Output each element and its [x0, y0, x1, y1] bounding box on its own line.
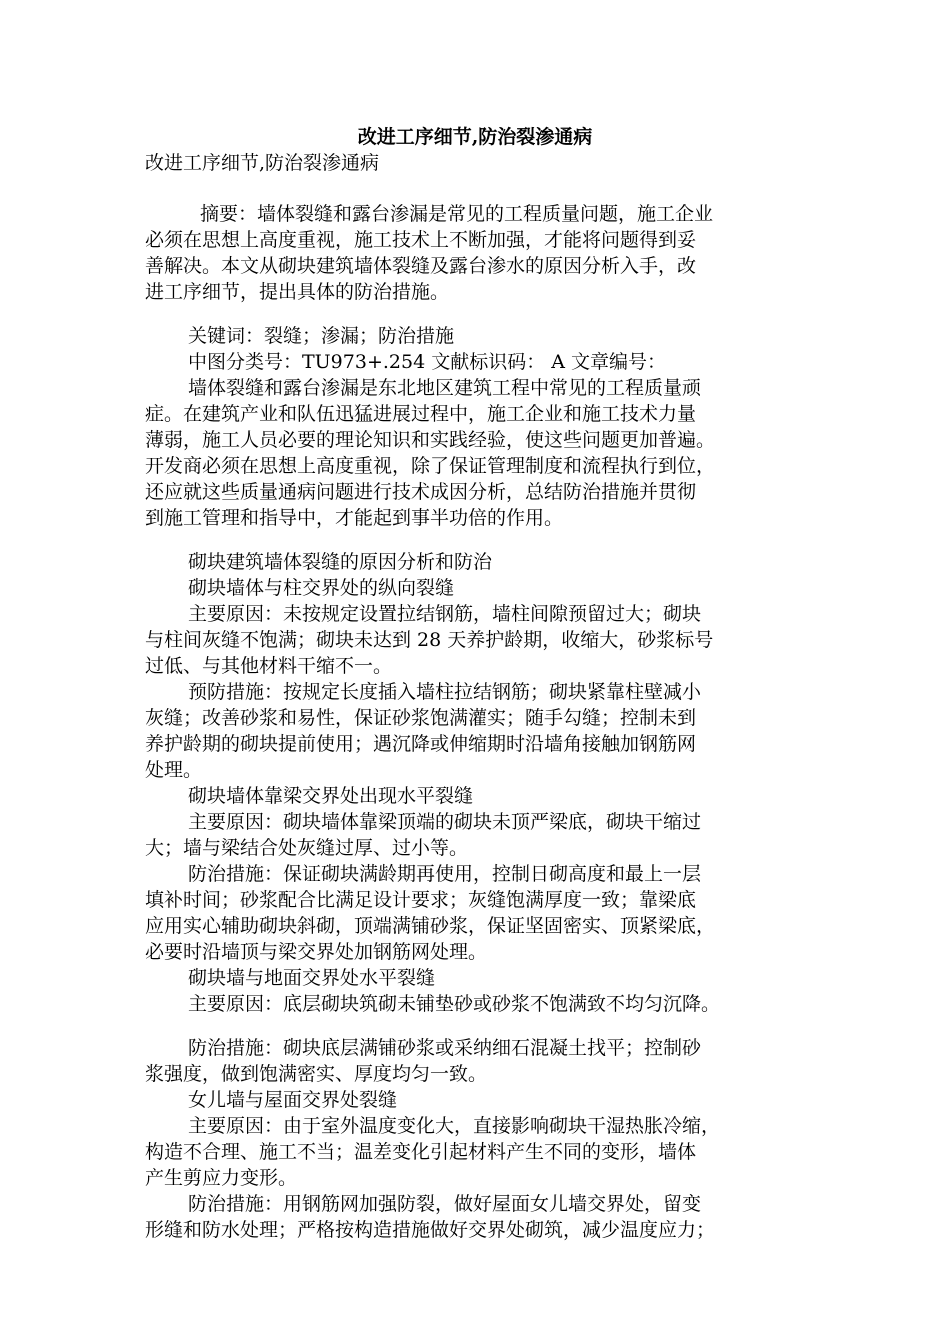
- abstract-line: 摘要：墙体裂缝和露台渗漏是常见的工程质量问题，施工企业: [200, 203, 714, 225]
- paragraph-line: 主要原因：未按规定设置拉结钢筋，墙柱间隙预留过大；砌块: [188, 603, 702, 625]
- paragraph-line: 养护龄期的砌块提前使用；遇沉降或伸缩期时沿墙角接触加钢筋网: [145, 733, 697, 755]
- paragraph-line: 预防措施：按规定长度插入墙柱拉结钢筋；砌块紧靠柱壁减小: [188, 681, 702, 703]
- paragraph-line: 防治措施：砌块底层满铺砂浆或采纳细石混凝土找平；控制砂: [188, 1037, 702, 1059]
- paragraph-line: 大；墙与梁结合处灰缝过厚、过小等。: [145, 837, 469, 859]
- paragraph-line: 主要原因：砌块墙体靠梁顶端的砌块未顶严梁底，砌块干缩过: [188, 811, 702, 833]
- subsection-heading: 女儿墙与屋面交界处裂缝: [188, 1089, 398, 1111]
- paragraph-line: 症。在建筑产业和队伍迅猛进展过程中，施工企业和施工技术力量: [145, 403, 697, 425]
- paragraph-line: 构造不合理、施工不当；温差变化引起材料产生不同的变形，墙体: [145, 1141, 697, 1163]
- document-title: 改进工序细节,防治裂渗通病: [357, 126, 593, 148]
- paragraph-line: 防治措施：用钢筋网加强防裂，做好屋面女儿墙交界处，留变: [188, 1193, 702, 1215]
- paragraph-line: 薄弱，施工人员必要的理论知识和实践经验，使这些问题更加普遍。: [145, 429, 716, 451]
- abstract-line: 善解决。本文从砌块建筑墙体裂缝及露台渗水的原因分析入手，改: [145, 255, 697, 277]
- paragraph-line: 过低、与其他材料干缩不一。: [145, 655, 393, 677]
- paragraph-line: 与柱间灰缝不饱满；砌块未达到 28 天养护龄期，收缩大，砂浆标号: [145, 629, 714, 651]
- subtitle-line: 改进工序细节,防治裂渗通病: [145, 152, 380, 174]
- paragraph-line: 形缝和防水处理；严格按构造措施做好交界处砌筑，减少温度应力；: [145, 1219, 716, 1241]
- subsection-heading: 砌块墙与地面交界处水平裂缝: [188, 967, 436, 989]
- paragraph-line: 主要原因：底层砌块筑砌未铺垫砂或砂浆不饱满致不均匀沉降。: [188, 993, 721, 1015]
- paragraph-line: 开发商必须在思想上高度重视，除了保证管理制度和流程执行到位，: [145, 455, 716, 477]
- subsection-heading: 砌块墙体与柱交界处的纵向裂缝: [188, 577, 455, 599]
- paragraph-line: 还应就这些质量通病问题进行技术成因分析，总结防治措施并贯彻: [145, 481, 697, 503]
- classification-line: 中图分类号：TU973+.254 文献标识码： A 文章编号：: [188, 351, 667, 373]
- subsection-heading: 砌块墙体靠梁交界处出现水平裂缝: [188, 785, 474, 807]
- paragraph-line: 到施工管理和指导中，才能起到事半功倍的作用。: [145, 507, 564, 529]
- paragraph-line: 灰缝；改善砂浆和易性，保证砂浆饱满灌实；随手勾缝；控制未到: [145, 707, 697, 729]
- paragraph-line: 处理。: [145, 759, 203, 781]
- paragraph-line: 浆强度，做到饱满密实、厚度均匀一致。: [145, 1063, 488, 1085]
- paragraph-line: 墙体裂缝和露台渗漏是东北地区建筑工程中常见的工程质量顽: [188, 377, 702, 399]
- paragraph-line: 主要原因：由于室外温度变化大，直接影响砌块干湿热胀冷缩，: [188, 1115, 721, 1137]
- paragraph-line: 必要时沿墙顶与梁交界处加钢筋网处理。: [145, 941, 488, 963]
- abstract-line: 进工序细节，提出具体的防治措施。: [145, 281, 450, 303]
- section-heading: 砌块建筑墙体裂缝的原因分析和防治: [188, 551, 493, 573]
- keywords-line: 关键词：裂缝；渗漏；防治措施: [188, 325, 455, 347]
- paragraph-line: 防治措施：保证砌块满龄期再使用，控制日砌高度和最上一层: [188, 863, 702, 885]
- paragraph-line: 应用实心辅助砌块斜砌，顶端满铺砂浆，保证坚固密实、顶紧梁底，: [145, 915, 716, 937]
- abstract-line: 必须在思想上高度重视，施工技术上不断加强，才能将问题得到妥: [145, 229, 697, 251]
- paragraph-line: 产生剪应力变形。: [145, 1167, 298, 1189]
- paragraph-line: 填补时间；砂浆配合比满足设计要求；灰缝饱满厚度一致；靠梁底: [145, 889, 697, 911]
